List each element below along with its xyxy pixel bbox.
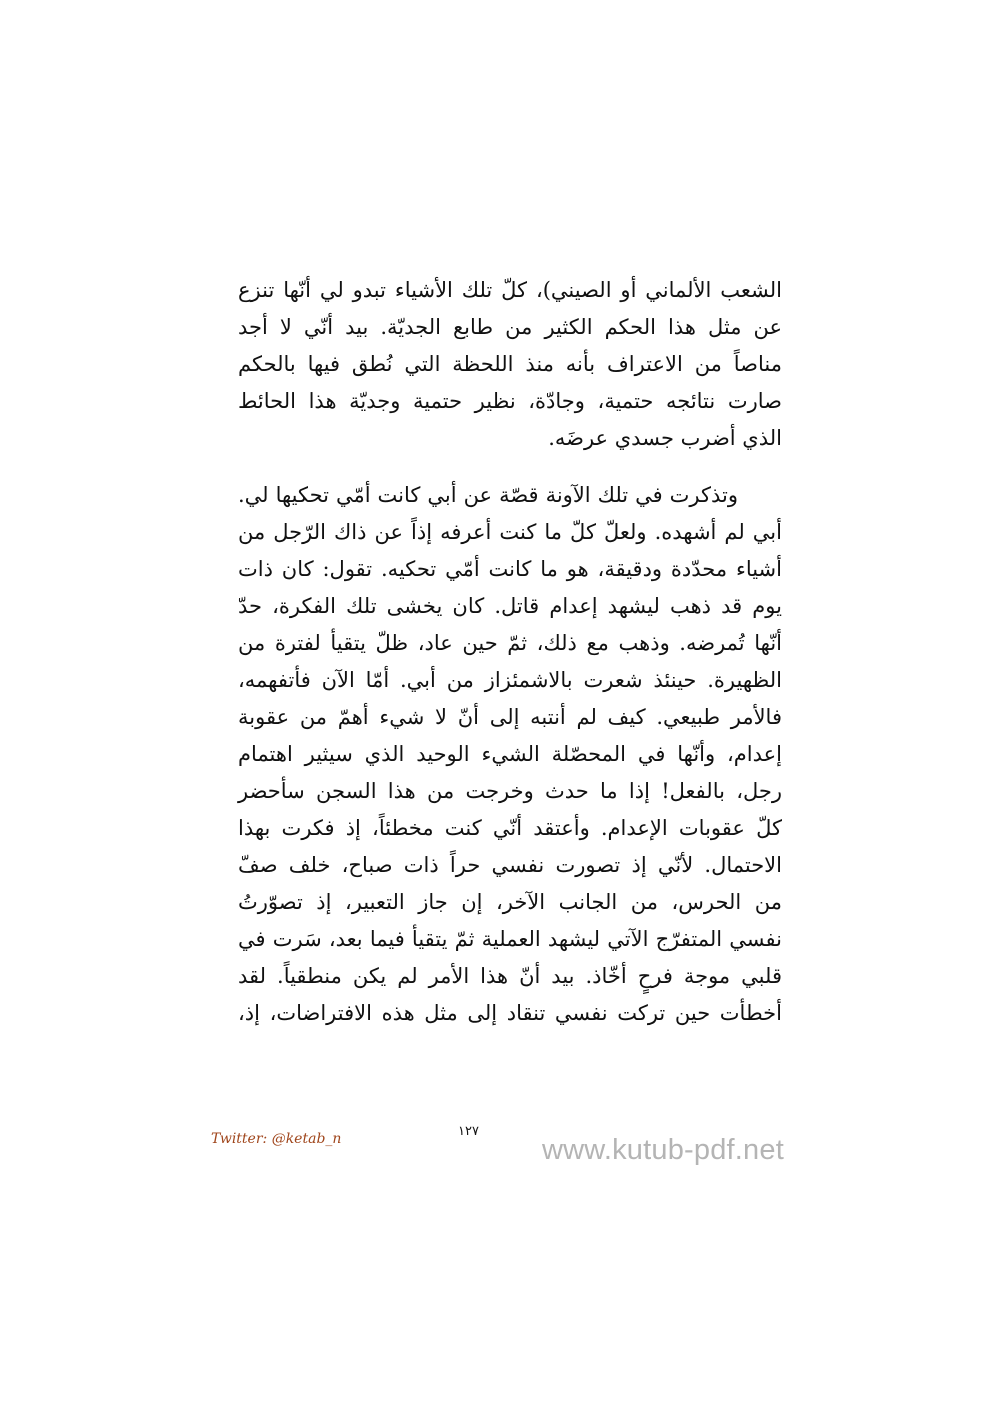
paragraph-1 [238,272,782,457]
text-line: أبي لم أشهده. ولعلّ كلّ ما كنت أعرفه إذاً عن ذاك الرّجل من [238,520,782,544]
watermark-url: www.kutub-pdf.net [542,1134,784,1166]
text-line: أخطأت حين تركت نفسي تنقاد إلى مثل هذه الافتراضات، إذ، [238,1001,782,1025]
text-line: أشياء محدّدة ودقيقة، هو ما كانت أمّي تحكيه. تقول: كان ذات [238,557,782,581]
twitter-handle: Twitter: @ketab_n [211,1131,342,1147]
text-line: الشعب الألماني أو الصيني)، كلّ تلك الأشياء تبدو لي أنّها تنزع [238,278,782,302]
text-line: الذي أضرب جسدي عرضَه. [548,426,782,450]
text-line: الاحتمال. لأنّي إذ تصورت نفسي حراً ذات صباح، خلف صفّ [238,853,782,877]
text-line: نفسي المتفرّج الآتي ليشهد العملية ثمّ يتقيأ فيما بعد، سَرت في [238,927,782,951]
text-line: إعدام، وأنّها في المحصّلة الشيء الوحيد الذي سيثير اهتمام [238,742,782,766]
paragraph-2 [238,477,782,1032]
text-line: كلّ عقوبات الإعدام. وأعتقد أنّي كنت مخطئاً، إذ فكرت بهذا [238,816,782,840]
text-line: عن مثل هذا الحكم الكثير من طابع الجديّة. بيد أنّي لا أجد [238,315,782,339]
text-line: وتذكرت في تلك الآونة قصّة عن أبي كانت أمّي تحكيها لي. [238,483,738,507]
text-line: قلبي موجة فرحٍ أخّاذ. بيد أنّ هذا الأمر لم يكن منطقياً. لقد [238,964,782,988]
text-line: يوم قد ذهب ليشهد إعدام قاتل. كان يخشى تلك الفكرة، حدّ [238,594,782,618]
text-line: فالأمر طبيعي. كيف لم أنتبه إلى أنّ لا شيء أهمّ من عقوبة [238,705,782,729]
page-number: ١٢٧ [458,1124,479,1139]
text-line: رجل، بالفعل! إذا ما حدث وخرجت من هذا السجن سأحضر [238,779,782,803]
text-line: مناصاً من الاعتراف بأنه منذ اللحظة التي نُطق فيها بالحكم [238,352,782,376]
text-line: صارت نتائجه حتمية، وجادّة، نظير حتمية وجديّة هذا الحائط [238,389,782,413]
text-line: الظهيرة. حينئذ شعرت بالاشمئزاز من أبي. أمّا الآن فأتفهمه، [238,668,782,692]
text-line: أنّها تُمرضه. وذهب مع ذلك، ثمّ حين عاد، ظلّ يتقيأ لفترة من [238,631,782,655]
text-line: من الحرس، من الجانب الآخر، إن جاز التعبير، إذ تصوّرتُ [238,890,782,914]
